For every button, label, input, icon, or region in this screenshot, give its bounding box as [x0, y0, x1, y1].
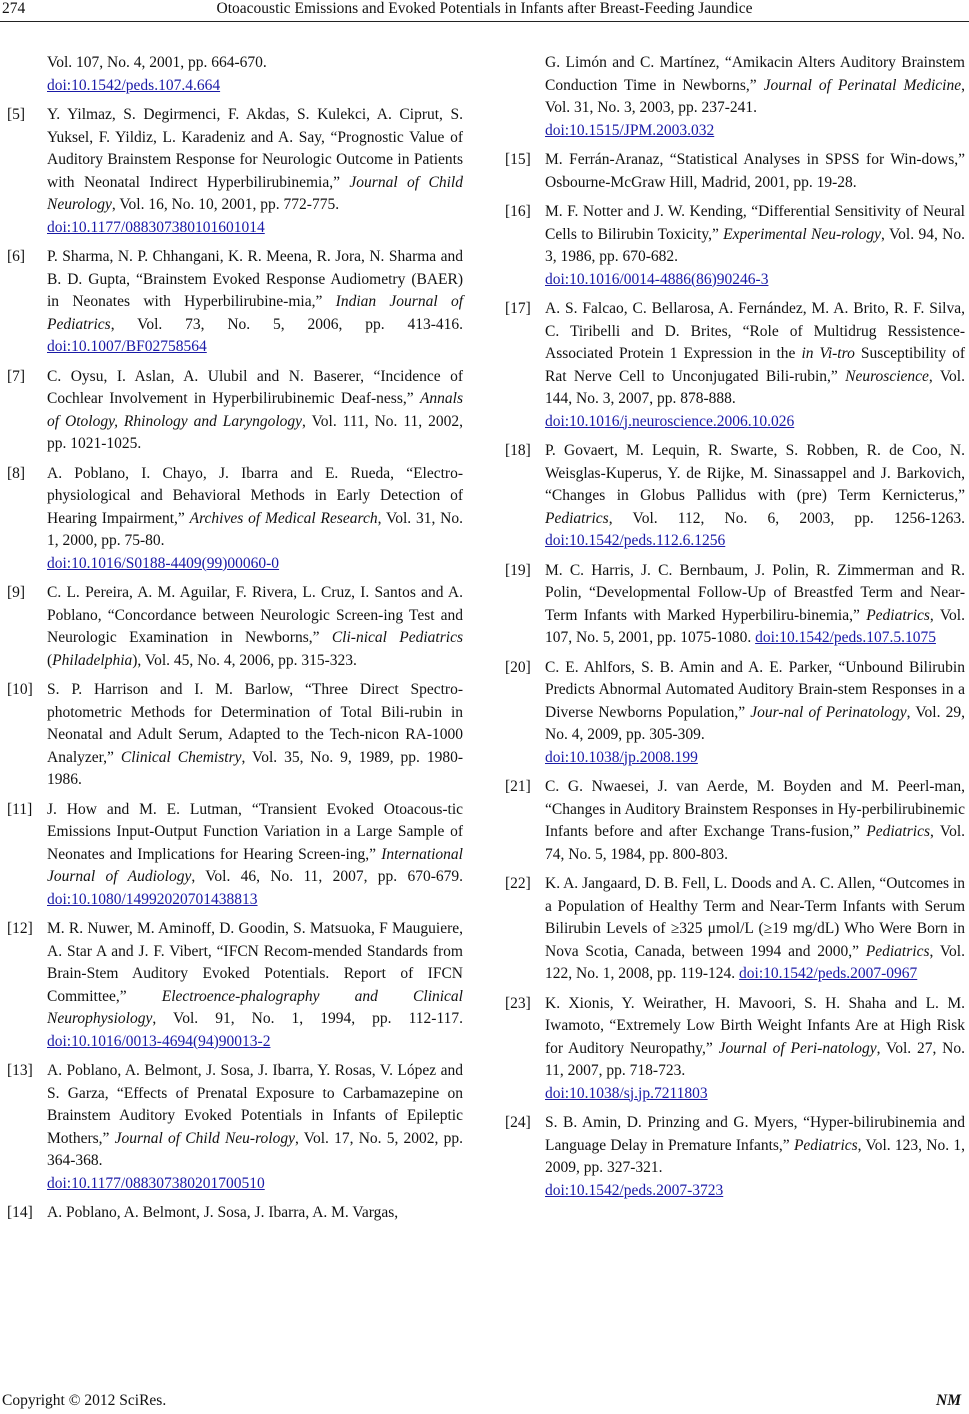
- reference-number: [17]: [505, 300, 531, 317]
- reference-item: [505, 776, 965, 866]
- reference-number: [10]: [7, 681, 33, 698]
- reference-number: [13]: [7, 1062, 33, 1079]
- reference-item: [505, 201, 965, 291]
- reference-details: , Vol. 27, No. 11, 2007, pp. 718-723.: [545, 1039, 965, 1079]
- reference-number: [19]: [505, 561, 531, 579]
- journal-title: Journal of Perinatal Medicine: [763, 76, 962, 94]
- reference-details: , Vol. 29, No. 4, 2009, pp. 305-309.: [545, 703, 965, 743]
- doi-link[interactable]: doi:10.1038/jp.2008.199: [545, 748, 698, 766]
- reference-item: [505, 1112, 965, 1202]
- reference-item: [505, 657, 965, 770]
- reference-details: , Vol. 46, No. 11, 2007, pp. 670-679.: [191, 868, 463, 885]
- doi-link[interactable]: doi:10.1080/14992020701438813: [47, 890, 258, 908]
- reference-number: [24]: [505, 1114, 531, 1131]
- reference-number: [7]: [7, 367, 26, 385]
- reference-item: [7, 799, 463, 912]
- reference-number: [8]: [7, 464, 26, 482]
- reference-number: [23]: [505, 994, 531, 1012]
- reference-text: Y. Yilmaz, S. Degirmenci, F. Akdas, S. Kulekci, A. Ciprut, S. Yuksel, F. Yildiz, L. Karadeniz and A. Say, “Prognostic Value of Auditory Brainstem Response for Neurologic Outcome in Patients with Neonatal Indirect Hyperbilirubinemia,”: [47, 106, 463, 191]
- journal-title: Pediatrics: [865, 942, 930, 960]
- doi-link[interactable]: doi:10.1515/JPM.2003.032: [545, 121, 715, 139]
- doi-link[interactable]: doi:10.1542/peds.107.5.1075: [755, 629, 936, 646]
- reference-item: [7, 1060, 463, 1195]
- reference-number: [11]: [7, 800, 33, 818]
- reference-text: A. Poblano, I. Chayo, J. Ibarra and E. Rueda, “Electro-physiological and Behavioral Methods in Early Detection of Hearing Impairment,”: [47, 464, 463, 527]
- reference-text: C. Oysu, I. Aslan, A. Ulubil and N. Baserer, “Incidence of Cochlear Involvement in Hyperbilirubinemic Deaf-ness,”: [47, 367, 463, 407]
- reference-number: [12]: [7, 920, 33, 937]
- journal-title: Philadelphia: [52, 651, 133, 669]
- reference-number: [22]: [505, 875, 531, 892]
- reference-number: [6]: [7, 248, 26, 265]
- journal-title: International Journal of Audiology: [47, 845, 463, 885]
- doi-link[interactable]: doi:10.1007/BF02758564: [47, 338, 207, 355]
- journal-title: Clinical Chemistry: [120, 748, 242, 766]
- reference-text: M. F. Notter and J. W. Kending, “Differential Sensitivity of Neural Cells to Bilirubin Toxicity,”: [545, 203, 965, 243]
- journal-abbreviation: NM: [936, 1392, 961, 1409]
- reference-continuation-4: [7, 52, 463, 97]
- reference-text: P. Sharma, N. P. Chhangani, K. R. Meena, R. Jora, N. Sharma and B. D. Gupta, “Brainstem Evoked Response Audiometry (BAER) in Neonates with Hyperbilirubine-mia,”: [47, 248, 463, 310]
- reference-text: P. Govaert, M. Lequin, R. Swarte, S. Robben, R. de Coo, N. Weisglas-Kuperus, Y. de Rijke, M. Sinassappel and J. Barkovich, “Changes in Globus Pallidus with (pre) Term Kernicterus,”: [545, 442, 965, 504]
- reference-details: , Vol. 31, No. 3, 2003, pp. 237-241.: [545, 76, 965, 116]
- reference-number: [15]: [505, 151, 531, 168]
- reference-details: , Vol. 144, No. 3, 2007, pp. 878-888.: [545, 367, 965, 407]
- doi-link[interactable]: doi:10.1542/peds.107.4.664: [47, 76, 221, 94]
- reference-text: A. S. Falcao, C. Bellarosa, A. Fernández, M. A. Brito, R. F. Silva, C. Tiribelli and D. Brites, “Role of Multidrug Ressistence-Associated Protein 1 Expression in the: [545, 300, 965, 362]
- reference-details: , Vol. 31, No. 1, 2000, pp. 75-80.: [47, 509, 463, 549]
- reference-item: [505, 993, 965, 1106]
- doi-link[interactable]: doi:10.1016/j.neuroscience.2006.10.026: [545, 412, 795, 430]
- journal-title: Pediatrics: [866, 606, 930, 624]
- journal-title: Journal of Child Neu-rology: [114, 1129, 295, 1147]
- reference-details: , Vol. 112, No. 6, 2003, pp. 1256-1263.: [608, 509, 965, 527]
- reference-details: ), Vol. 45, No. 4, 2006, pp. 315-323.: [132, 651, 357, 669]
- journal-title: Indian Journal of Pediatrics: [47, 293, 463, 333]
- reference-item: [7, 104, 463, 239]
- doi-link[interactable]: doi:10.1542/peds.2007-0967: [739, 965, 918, 982]
- reference-item: [505, 149, 965, 194]
- reference-details: , Vol. 107, No. 5, 2001, pp. 1075-1080.: [545, 606, 965, 646]
- reference-text: S. B. Amin, D. Prinzing and G. Myers, “Hyper-bilirubinemia and Language Delay in Premature Infants,”: [545, 1114, 965, 1154]
- journal-title: Experimental Neu-rology: [723, 225, 882, 243]
- page-number: 274: [2, 0, 26, 17]
- header-rule: [0, 21, 969, 22]
- reference-text: J. How and M. E. Lutman, “Transient Evoked Otoacous-tic Emissions Input-Output Function Variation in a Large Sample of Neonates and Implications for Hearing Screen-ing,”: [47, 800, 463, 863]
- reference-details: , Vol. 73, No. 5, 2006, pp. 413-416.: [110, 315, 463, 333]
- doi-link[interactable]: doi:10.1177/088307380101601014: [47, 218, 265, 236]
- reference-text: C. G. Nwaesei, J. van Aerde, M. Boyden and M. Peerl-man, “Changes in Auditory Brainstem Responses in Hy-perbilirubinemic Infants before and after Exchange Trans-fusion,”: [545, 778, 965, 840]
- reference-text: K. A. Jangaard, D. B. Fell, L. Doods and A. C. Allen, “Outcomes in a Population of Healthy Term and Near-Term Infants with Serum Bilirubin Levels of ≥325 μmol/L (≥19 mg/dL) Who Were Born in Nova Scotia, Canada, between 1994 and 2000,”: [545, 875, 965, 960]
- reference-item: [505, 560, 965, 650]
- journal-title: Jour-nal of Perinatology: [750, 703, 907, 721]
- reference-text: (: [47, 651, 53, 669]
- reference-details: , Vol. 74, No. 5, 1984, pp. 800-803.: [545, 823, 965, 863]
- references-right-column: [505, 52, 965, 1209]
- doi-link[interactable]: doi:10.1016/0014-4886(86)90246-3: [545, 270, 769, 288]
- reference-item: [505, 298, 965, 433]
- journal-title: Electroence-phalography and Clinical Neurophysiology: [47, 987, 463, 1027]
- reference-details: , Vol. 123, No. 1, 2009, pp. 327-321.: [545, 1136, 965, 1176]
- reference-number: [9]: [7, 584, 26, 601]
- journal-title: Archives of Medical Research: [189, 509, 378, 527]
- journal-title: Annals of Otology, Rhinology and Laryngology: [47, 390, 463, 430]
- reference-item: [7, 366, 463, 456]
- page-footer: [0, 1392, 969, 1412]
- reference-details: , Vol. 122, No. 1, 2008, pp. 119-124.: [545, 942, 965, 982]
- doi-link[interactable]: doi:10.1016/S0188-4409(99)00060-0: [47, 554, 280, 572]
- journal-title: Journal of Peri-natology: [718, 1039, 877, 1057]
- reference-number: [20]: [505, 658, 531, 676]
- journal-title: in Vi-tro: [801, 345, 855, 362]
- doi-link[interactable]: doi:10.1177/088307380201700510: [47, 1174, 265, 1192]
- reference-text: M. C. Harris, J. C. Bernbaum, J. Polin, R. Zimmerman and R. Polin, “Developmental Follow-Up of Breastfed Term and Near-Term Infants with Marked Hyperbiliru-binemia,”: [545, 561, 965, 624]
- references-left-column: [7, 52, 463, 1232]
- reference-details: , Vol. 94, No. 3, 1986, pp. 670-682.: [545, 225, 965, 265]
- reference-item: [7, 679, 463, 792]
- reference-item: [7, 582, 463, 672]
- reference-number: [16]: [505, 203, 531, 220]
- reference-text: G. Limón and C. Martínez, “Amikacin Alters Auditory Brainstem Conduction Time in Newborns,”: [545, 54, 965, 94]
- doi-link[interactable]: doi:10.1016/0013-4694(94)90013-2: [47, 1032, 271, 1050]
- doi-link[interactable]: doi:10.1038/sj.jp.7211803: [545, 1084, 708, 1102]
- reference-details: , Vol. 35, No. 9, 1989, pp. 1980-1986.: [47, 748, 463, 788]
- reference-item: [505, 440, 965, 553]
- reference-text: A. Poblano, A. Belmont, J. Sosa, J. Ibarra, Y. Rosas, V. López and S. Garza, “Effects of Prenatal Exposure to Carbamazepine on Brainstem Auditory Evoked Potentials in Infants of Epileptic Mothers,”: [47, 1062, 463, 1147]
- reference-item: [7, 463, 463, 576]
- reference-item: [7, 918, 463, 1053]
- journal-title: Pediatrics: [866, 823, 930, 840]
- running-title: Otoacoustic Emissions and Evoked Potentials in Infants after Breast-Feeding Jaundice: [216, 0, 753, 17]
- running-head: [0, 0, 969, 22]
- reference-number: [14]: [7, 1204, 33, 1221]
- reference-details: , Vol. 17, No. 5, 2002, pp. 364-368.: [47, 1129, 463, 1169]
- reference-text: M. Ferrán-Aranaz, “Statistical Analyses in SPSS for Win-dows,” Osbourne-McGraw Hill, Madrid, 2001, pp. 19-28.: [545, 151, 965, 191]
- doi-link[interactable]: doi:10.1542/peds.112.6.1256: [545, 532, 726, 549]
- doi-link[interactable]: doi:10.1542/peds.2007-3723: [545, 1181, 724, 1199]
- reference-text: M. R. Nuwer, M. Aminoff, D. Goodin, S. Matsuoka, F Mauguiere, A. Star A and J. F. Vibert, “IFCN Recom-mended Standards from Brain-Stem Auditory Evoked Potentials. Report of IFCN Committee,”: [47, 920, 463, 1005]
- reference-text: C. L. Pereira, A. M. Aguilar, F. Rivera, L. Cruz, I. Santos and A. Poblano, “Concordance between Neurologic Screen-ing Test and Neurologic Examination in Newborns,”: [47, 584, 463, 646]
- journal-title: Neuroscience: [845, 367, 929, 385]
- reference-item: [7, 246, 463, 359]
- reference-text: Vol. 107, No. 4, 2001, pp. 664-670.: [47, 54, 267, 71]
- reference-list-left: [7, 104, 463, 1225]
- reference-continuation-14: [505, 52, 965, 142]
- reference-details: , Vol. 16, No. 10, 2001, pp. 772-775.: [111, 196, 340, 213]
- reference-item: [7, 1202, 463, 1225]
- reference-text: K. Xionis, Y. Weirather, H. Mavoori, S. H. Shaha and L. M. Iwamoto, “Extremely Low Birth Weight Infants Are at High Risk for Auditory Neuropathy,”: [545, 994, 965, 1057]
- reference-number: [5]: [7, 106, 26, 123]
- reference-item: [505, 873, 965, 986]
- journal-title: Journal of Child Neurology: [47, 173, 463, 213]
- reference-number: [18]: [505, 442, 531, 459]
- reference-text: S. P. Harrison and I. M. Barlow, “Three Direct Spectro-photometric Methods for Determination of Total Bili-rubin in Neonatal and Adult Serum, Adapted to the Tech-nicon RA-1000 Analyzer,”: [47, 681, 463, 766]
- journal-title: Pediatrics: [545, 509, 609, 527]
- reference-details: , Vol. 91, No. 1, 1994, pp. 112-117.: [152, 1010, 463, 1027]
- reference-text: A. Poblano, A. Belmont, J. Sosa, J. Ibarra, A. M. Vargas,: [47, 1204, 399, 1221]
- reference-list-right: [505, 149, 965, 1202]
- reference-text: Susceptibility of Rat Nerve Cell to Unconjugated Bili-rubin,”: [545, 345, 966, 385]
- reference-text: C. E. Ahlfors, S. B. Amin and A. E. Parker, “Unbound Bilirubin Predicts Abnormal Automated Auditory Brain-stem Responses in a Diverse Newborns Population,”: [545, 658, 965, 721]
- journal-title: Pediatrics: [793, 1136, 858, 1154]
- journal-title: Cli-nical Pediatrics: [331, 629, 463, 646]
- copyright-notice: Copyright © 2012 SciRes.: [2, 1392, 167, 1409]
- reference-details: , Vol. 111, No. 11, 2002, pp. 1021-1025.: [47, 412, 463, 452]
- reference-number: [21]: [505, 778, 531, 795]
